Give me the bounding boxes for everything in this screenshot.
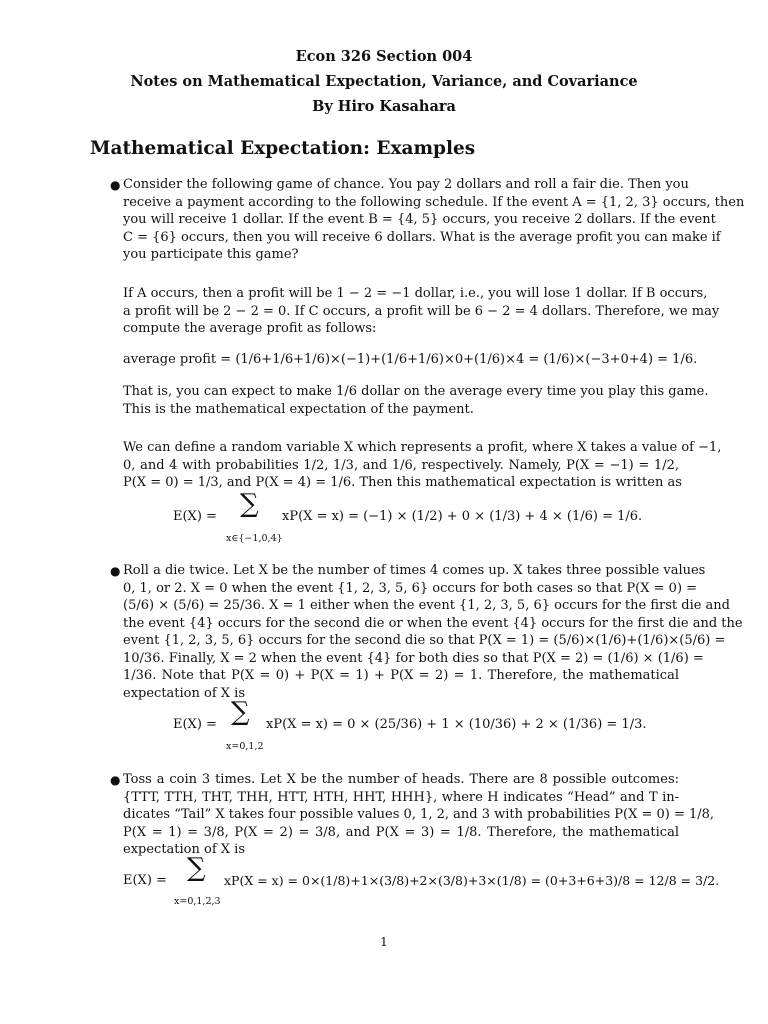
- summation-sign: ∑: [187, 853, 206, 883]
- text-line: P(X = 1) = 3/8, P(X = 2) = 3/8, and P(X = 3) = 1/8. Therefore, the mathematical: [123, 824, 679, 840]
- text-line: This is the mathematical expectation of the payment.: [123, 401, 474, 417]
- text-line: {TTT, TTH, THT, THH, HTT, HTH, HHT, HHH}, where H indicates “Head” and T in-: [123, 789, 679, 805]
- example-1-statement: [123, 176, 745, 264]
- example-1-expectation-paragraph: [123, 383, 709, 418]
- summation-index: x=0,1,2: [226, 741, 264, 752]
- text-line: expectation of X is: [123, 842, 245, 857]
- bullet-icon: ●: [110, 178, 121, 192]
- text-line: P(X = 0) = 1/3, and P(X = 4) = 1/6. Then this mathematical expectation is written as: [123, 475, 682, 490]
- equation-rhs: xP(X = x) = 0 × (25/36) + 1 × (10/36) + 2 × (1/36) = 1/3.: [266, 717, 647, 732]
- example-1-profit-paragraph: [123, 285, 720, 338]
- equation-lhs: E(X) =: [173, 509, 217, 524]
- text-line: event {1, 2, 3, 5, 6} occurs for the second die so that P(X = 1) = (5/6)×(1/6)+(1/6)×(5/6) =: [123, 633, 726, 648]
- course-title: Econ 326 Section 004: [295, 48, 473, 65]
- page-number: 1: [380, 935, 388, 949]
- bullet-icon: ●: [110, 564, 121, 578]
- equation-rhs: xP(X = x) = (−1) × (1/2) + 0 × (1/3) + 4 × (1/6) = 1/6.: [282, 509, 643, 524]
- text-line: 10/36. Finally, X = 2 when the event {4} for both dies so that P(X = 2) = (1/6) × (1/6) =: [123, 650, 704, 666]
- equation-lhs: E(X) =: [123, 873, 167, 888]
- text-line: 0, and 4 with probabilities 1/2, 1/3, and 1/6, respectively. Namely, P(X = −1) = 1/2,: [123, 457, 679, 473]
- text-line: Toss a coin 3 times. Let X be the number of heads. There are 8 possible outcomes:: [123, 772, 679, 787]
- text-line: expectation of X is: [123, 685, 245, 701]
- text-line: you will receive 1 dollar. If the event B = {4, 5} occurs, you receive 2 dollars. If the event: [123, 212, 716, 227]
- text-line: That is, you can expect to make 1/6 dollar on the average every time you play this game.: [123, 384, 709, 399]
- text-line: dicates “Tail” X takes four possible values 0, 1, 2, and 3 with probabilities P(X = 0) = 1/8,: [123, 807, 715, 822]
- text-line: (5/6) × (5/6) = 25/36. X = 1 either when the event {1, 2, 3, 5, 6} occurs for the first die and: [123, 598, 730, 613]
- text-line: you participate this game?: [123, 247, 299, 262]
- summation-sign: ∑: [240, 489, 259, 519]
- text-line: the event {4} occurs for the second die or when the event {4} occurs for the first die and the: [123, 615, 743, 631]
- equation-lhs: E(X) =: [173, 717, 217, 732]
- average-profit-equation: average profit = (1/6+1/6+1/6)×(−1)+(1/6+1/6)×0+(1/6)×4 = (1/6)×(−3+0+4) = 1/6.: [123, 352, 698, 367]
- text-line: If A occurs, then a profit will be 1 − 2 = −1 dollar, i.e., you will lose 1 dollar. If B occurs,: [123, 286, 708, 301]
- summation-index: x=0,1,2,3: [174, 896, 221, 907]
- document-title: Notes on Mathematical Expectation, Variance, and Covariance: [130, 73, 638, 90]
- summation-sign: ∑: [231, 697, 250, 727]
- bullet-icon: ●: [110, 773, 121, 787]
- example-2-statement: [123, 562, 743, 702]
- text-line: C = {6} occurs, then you will receive 6 dollars. What is the average profit you can make if: [123, 229, 721, 245]
- summation-index: x∈{−1,0,4}: [226, 533, 283, 544]
- equation-rhs: xP(X = x) = 0×(1/8)+1×(3/8)+2×(3/8)+3×(1/8) = (0+3+6+3)/8 = 12/8 = 3/2.: [224, 873, 720, 888]
- text-line: 1/36. Note that P(X = 0) + P(X = 1) + P(X = 2) = 1. Therefore, the mathematical: [123, 668, 679, 683]
- text-line: a profit will be 2 − 2 = 0. If C occurs, a profit will be 6 − 2 = 4 dollars. Therefore, we may: [123, 303, 720, 319]
- example-1-random-variable-paragraph: [123, 439, 722, 492]
- text-line: Consider the following game of chance. You pay 2 dollars and roll a fair die. Then you: [123, 177, 689, 192]
- document-header: [0, 44, 768, 119]
- section-heading: Mathematical Expectation: Examples: [90, 138, 476, 159]
- author-line: By Hiro Kasahara: [312, 98, 456, 115]
- text-line: Roll a die twice. Let X be the number of times 4 comes up. X takes three possible values: [123, 563, 706, 578]
- example-3-statement: [123, 771, 715, 859]
- text-line: We can define a random variable X which represents a profit, where X takes a value of −1,: [123, 440, 722, 455]
- text-line: receive a payment according to the following schedule. If the event A = {1, 2, 3} occurs, then: [123, 194, 745, 210]
- text-line: 0, 1, or 2. X = 0 when the event {1, 2, 3, 5, 6} occurs for both cases so that P(X = 0) =: [123, 580, 698, 596]
- text-line: compute the average profit as follows:: [123, 321, 377, 336]
